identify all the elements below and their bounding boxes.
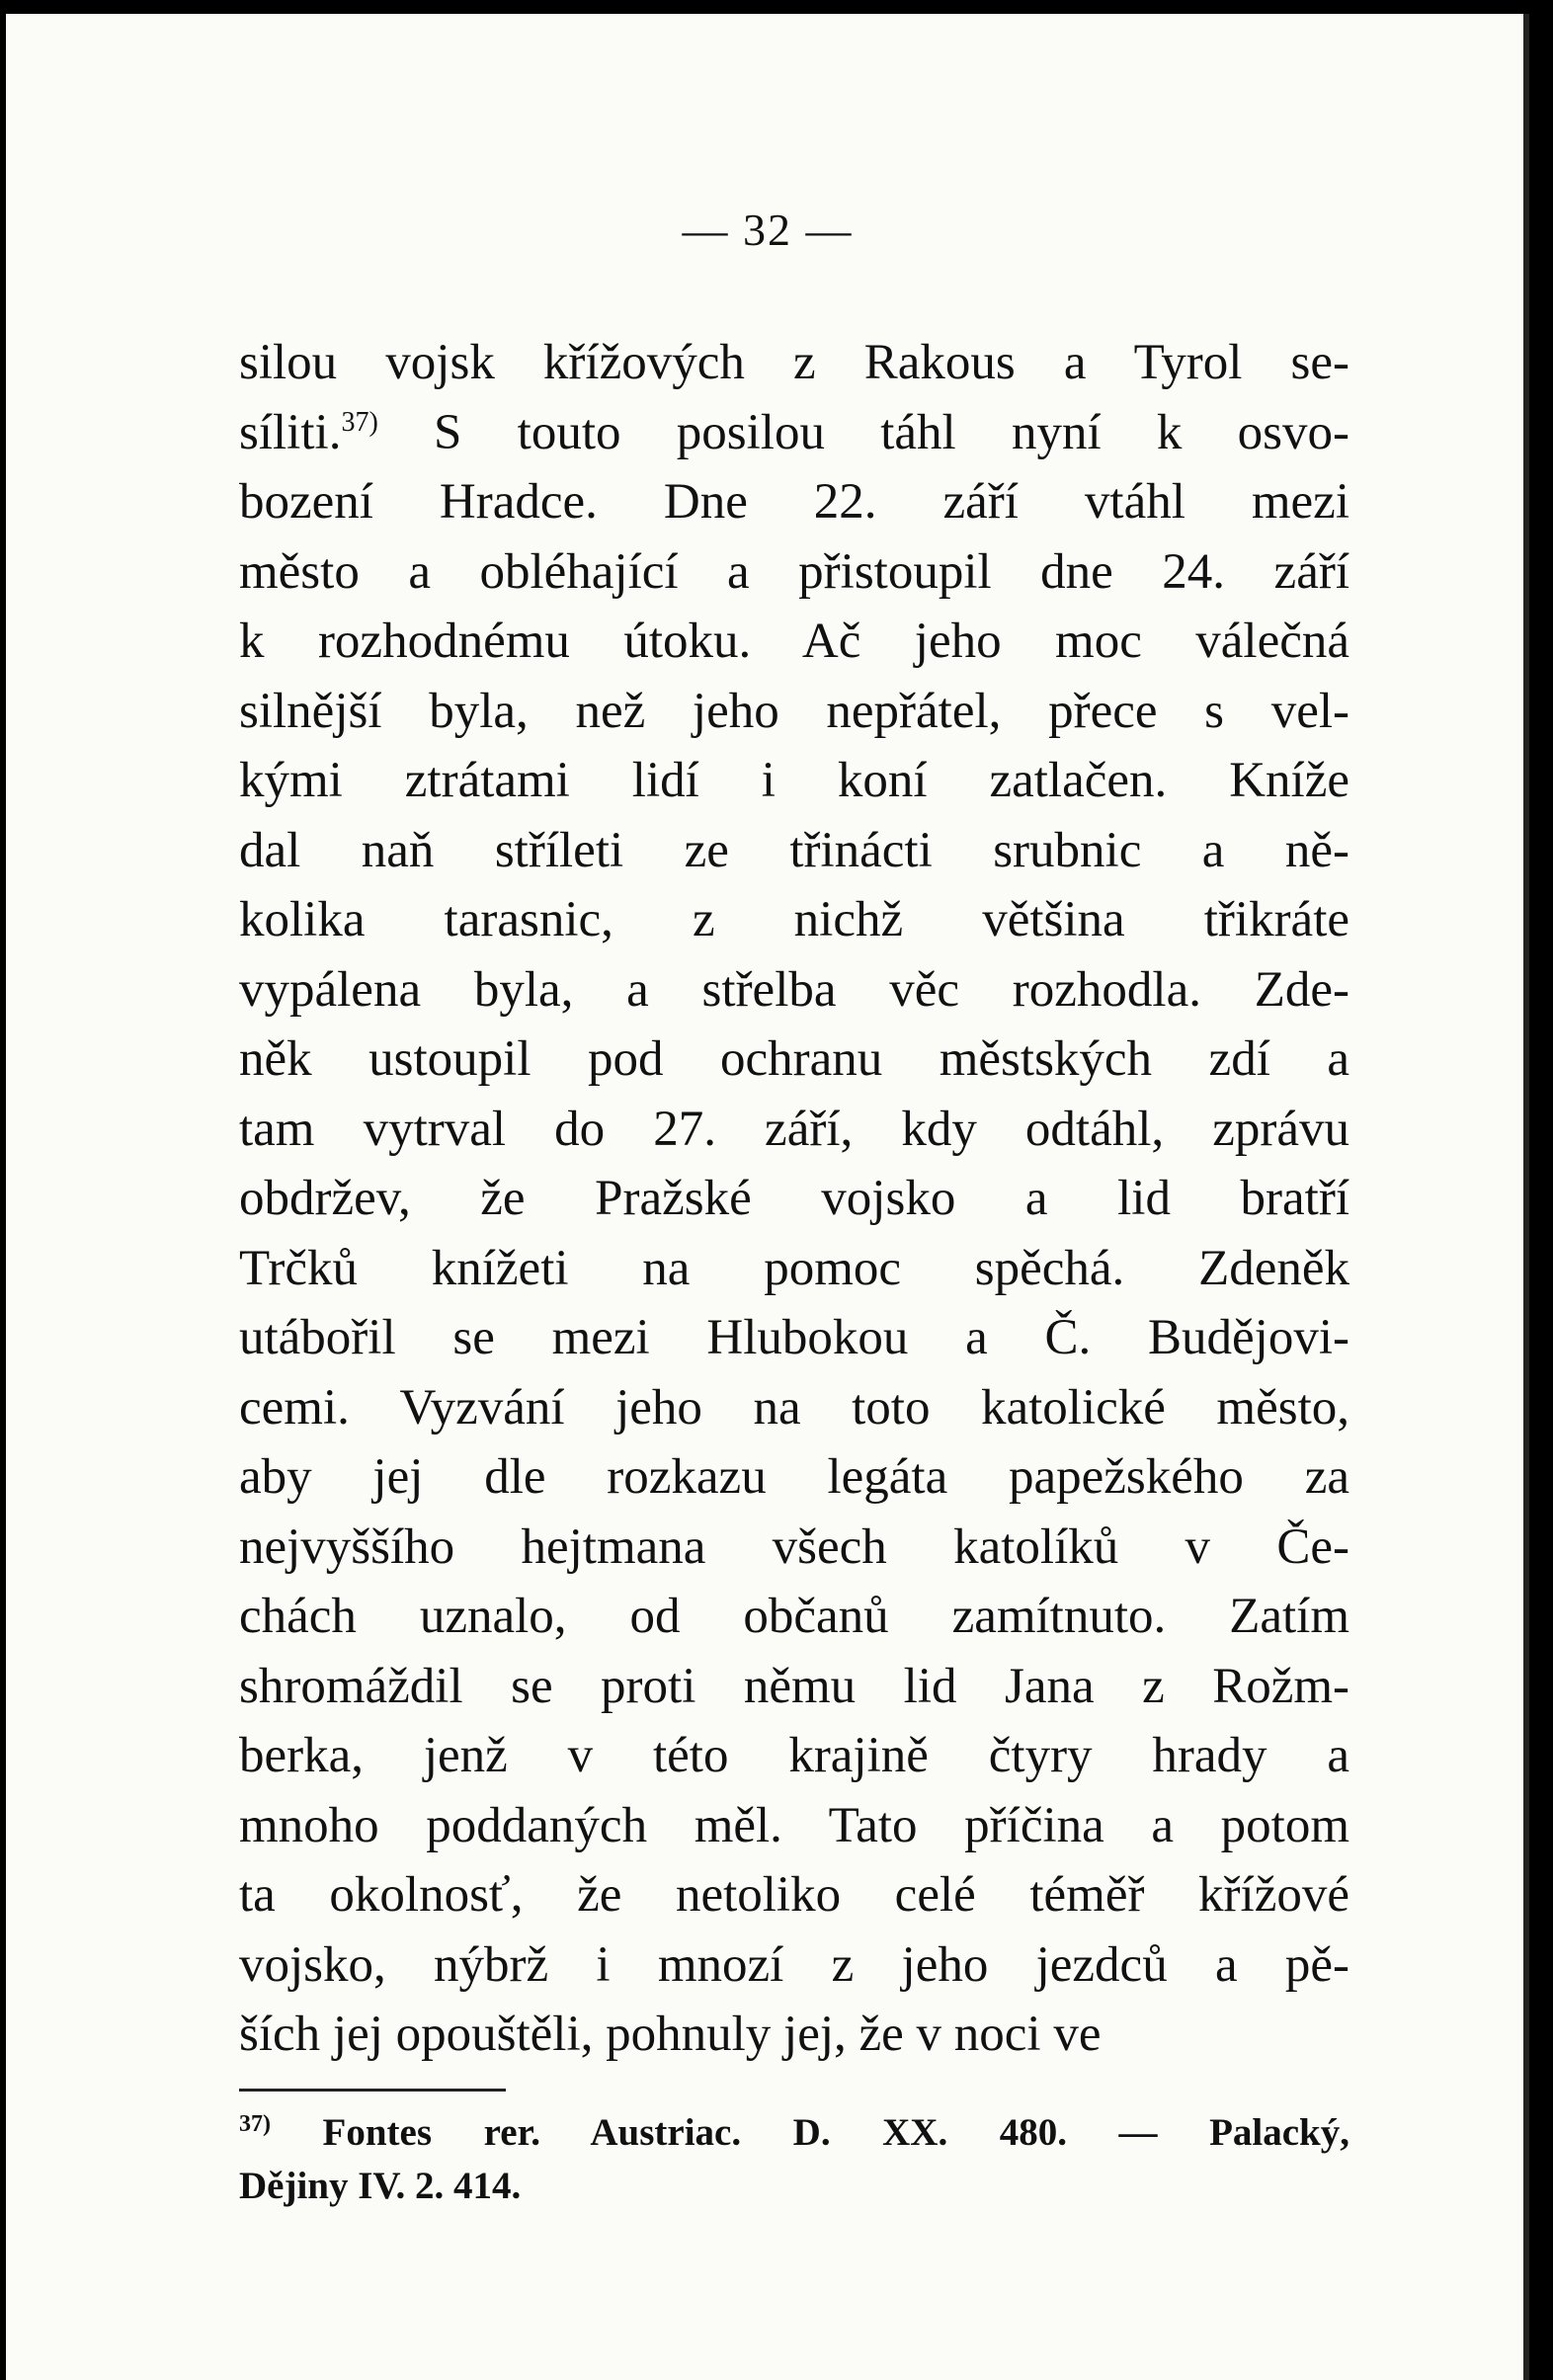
text-line-content: nejvyššího hejtmana všech katolíků v Če- [239, 1518, 1349, 1575]
text-line-content: silou vojsk křížových z Rakous a Tyrol se- [239, 335, 1349, 390]
footnote-text: Fontes rer. Austriac. D. XX. 480. — Palacký, [271, 2111, 1349, 2154]
text-line [239, 1442, 1349, 1513]
footnote-line [239, 2106, 1349, 2160]
footnote-text: Dějiny IV. 2. 414. [239, 2165, 522, 2207]
text-line-content: chách uznalo, od občanů zamítnuto. Zatím [239, 1589, 1349, 1644]
text-line-content: něk ustoupil pod ochranu městských zdí a [239, 1031, 1349, 1087]
page-number: — 32 — [682, 205, 854, 255]
text-line [239, 1025, 1349, 1095]
footnotes [239, 2106, 1349, 2213]
text-line-content: berka, jenž v této krajině čtyry hrady a [239, 1728, 1349, 1783]
text-line [239, 398, 1349, 468]
text-line [239, 1652, 1349, 1722]
text-line-content: shromáždil se proti němu lid Jana z Rožm- [239, 1658, 1349, 1714]
text-line [239, 607, 1349, 677]
text-line [239, 1582, 1349, 1652]
text-line-content: dal naň stříleti ze třinácti srubnic a ně- [239, 822, 1349, 878]
text-line-content: město a obléhající a přistoupil dne 24. září [239, 543, 1349, 600]
text-line [239, 1303, 1349, 1373]
text-line-content: vypálena byla, a střelba věc rozhodla. Zde- [239, 961, 1349, 1018]
footnote-reference: 37) [341, 406, 378, 438]
text-line-content: utábořil se mezi Hlubokou a Č. Budějovi- [239, 1310, 1349, 1365]
text-line [239, 885, 1349, 955]
text-line-content: k rozhodnému útoku. Ač jeho moc válečná [239, 614, 1349, 669]
footnote-marker: 37) [239, 2111, 271, 2137]
text-line-content: aby jej dle rozkazu legáta papežského za [239, 1449, 1349, 1505]
text-line-content: síliti. [239, 404, 342, 460]
text-line [239, 1234, 1349, 1304]
text-line [239, 1373, 1349, 1443]
text-line-content: mnoho poddaných měl. Tato příčina a potom [239, 1797, 1349, 1853]
text-line [239, 1860, 1349, 1930]
text-line-content: obdržev, že Pražské vojsko a lid bratří [239, 1171, 1349, 1226]
book-page [6, 14, 1529, 2380]
text-line-content: vojsko, nýbrž i mnozí z jeho jezdců a pě- [239, 1936, 1349, 1993]
page-edge [1523, 14, 1529, 2380]
text-line-content: ta okolnosť, že netoliko celé téměř křížové [239, 1867, 1349, 1923]
text-line-content: S touto posilou táhl nyní k osvo- [377, 404, 1349, 460]
text-line [239, 1930, 1349, 2001]
text-line [239, 955, 1349, 1026]
body-text [239, 328, 1349, 2070]
text-line-content: tam vytrval do 27. září, kdy odtáhl, zprávu [239, 1101, 1349, 1157]
text-line-content: bození Hradce. Dne 22. září vtáhl mezi [239, 474, 1349, 530]
text-line-content: kolika tarasnic, z nichž většina třikráte [239, 892, 1349, 947]
text-line [239, 816, 1349, 886]
text-line [239, 537, 1349, 608]
text-line [239, 1164, 1349, 1234]
text-line [239, 1721, 1349, 1791]
text-line [239, 1791, 1349, 1861]
text-line [239, 1095, 1349, 1165]
text-line-content: kými ztrátami lidí i koní zatlačen. Kníže [239, 753, 1349, 808]
text-line-content: cemi. Vyzvání jeho na toto katolické město, [239, 1379, 1349, 1436]
text-line [239, 328, 1349, 398]
footnote-line [239, 2160, 1349, 2213]
text-line [239, 467, 1349, 537]
footnote-divider [239, 2089, 506, 2092]
text-line [239, 1513, 1349, 1583]
text-line [239, 677, 1349, 747]
text-line [239, 746, 1349, 816]
text-line [239, 2000, 1349, 2070]
text-line-content: ších jej opouštěli, pohnuly jej, že v noci ve [239, 2007, 1102, 2062]
text-line-content: Trčků knížeti na pomoc spěchá. Zdeněk [239, 1240, 1349, 1296]
text-line-content: silnější byla, než jeho nepřátel, přece s vel- [239, 683, 1349, 739]
